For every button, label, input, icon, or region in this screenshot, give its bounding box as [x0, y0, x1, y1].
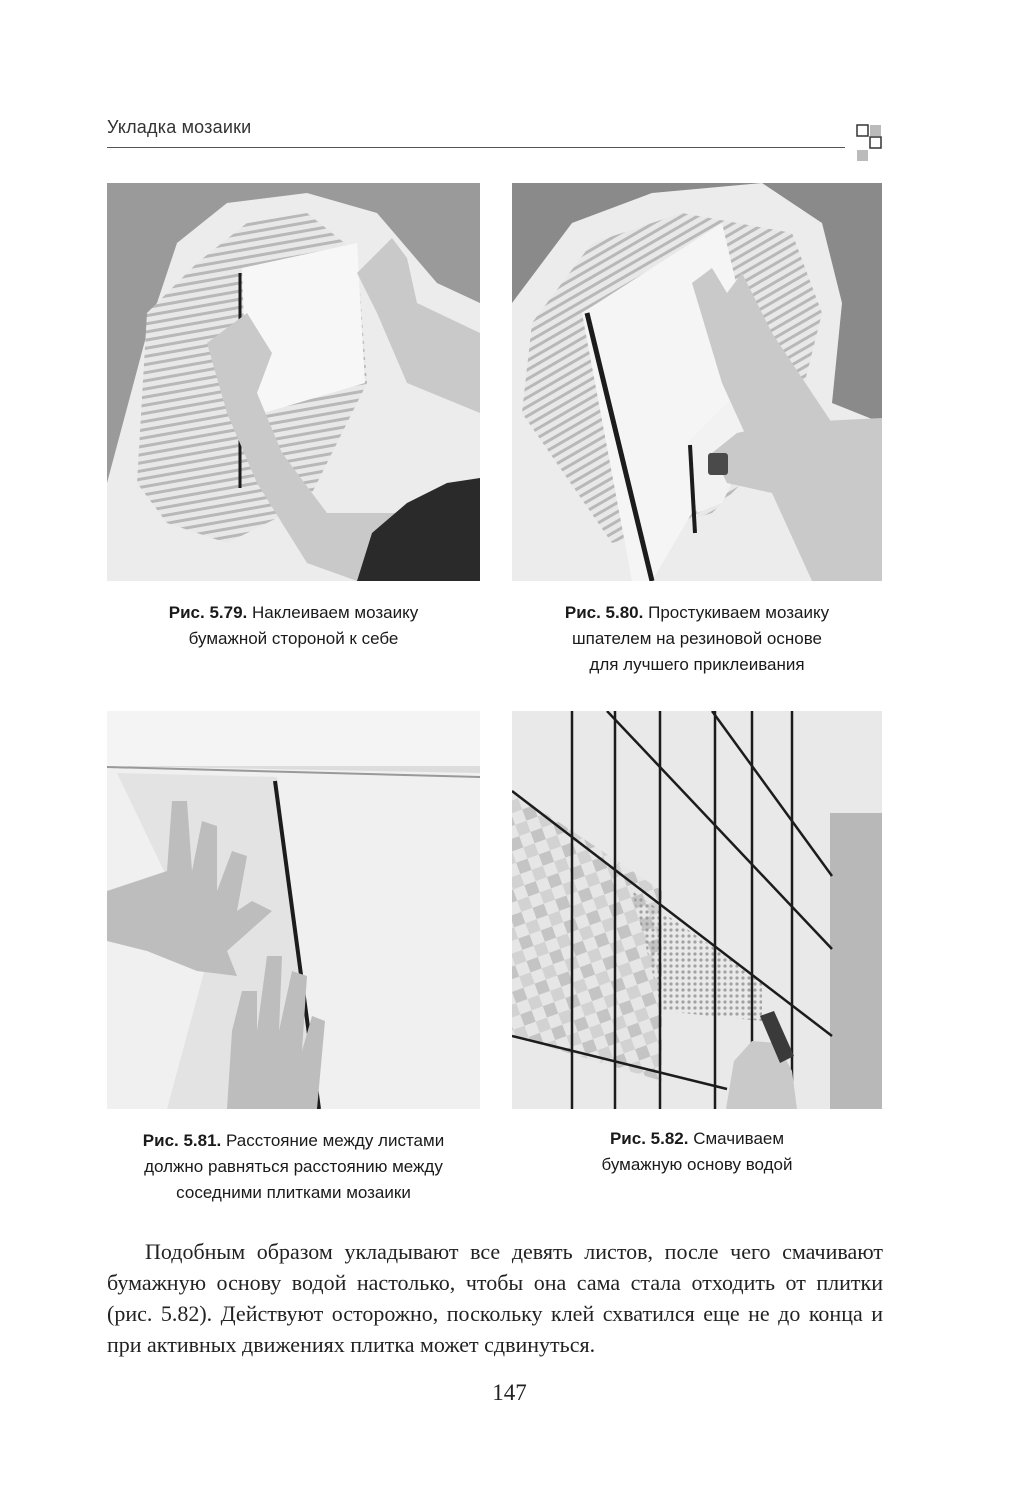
figure-5-82-illustration	[512, 711, 882, 1109]
figure-5-79-illustration	[107, 183, 480, 581]
caption-label: Рис. 5.82.	[609, 1129, 689, 1148]
figure-5-81-caption	[107, 1128, 480, 1206]
caption-line: Расстояние между листами	[226, 1131, 445, 1150]
caption-line: Простукиваем мозаику	[648, 603, 830, 622]
figure-5-80-illustration	[512, 183, 882, 581]
caption-line: бумажную основу водой	[601, 1155, 793, 1174]
figure-5-81-illustration	[107, 711, 480, 1109]
figure-5-82-caption	[512, 1126, 882, 1178]
header-rule	[107, 147, 845, 148]
caption-line: должно равняться расстоянию между	[144, 1157, 443, 1176]
figure-5-79-caption	[107, 600, 480, 652]
caption-line: Смачиваем	[693, 1129, 785, 1148]
caption-line: соседними плитками мозаики	[176, 1183, 411, 1202]
figure-5-80-caption	[512, 600, 882, 678]
caption-label: Рис. 5.81.	[142, 1131, 222, 1150]
page-number: 147	[492, 1380, 527, 1405]
caption-line: Наклеиваем мозаику	[252, 603, 419, 622]
corner-squares-icon	[856, 124, 884, 162]
caption-label: Рис. 5.79.	[168, 603, 248, 622]
body-paragraph: Подобным образом укладывают все девять листов, после чего смачивают бумажную основу водой настолько, чтобы она сама стала отходить от плитки (рис. 5.82). Действуют осторожно, поскольку клей схватился еще не до конца и при активных движениях плитка может сдвинуться.	[107, 1239, 883, 1357]
running-title: Укладка мозаики	[107, 117, 252, 137]
caption-line: для лучшего приклеивания	[589, 655, 805, 674]
caption-line: шпателем на резиновой основе	[571, 629, 823, 648]
caption-label: Рис. 5.80.	[564, 603, 644, 622]
caption-line: бумажной стороной к себе	[188, 629, 399, 648]
